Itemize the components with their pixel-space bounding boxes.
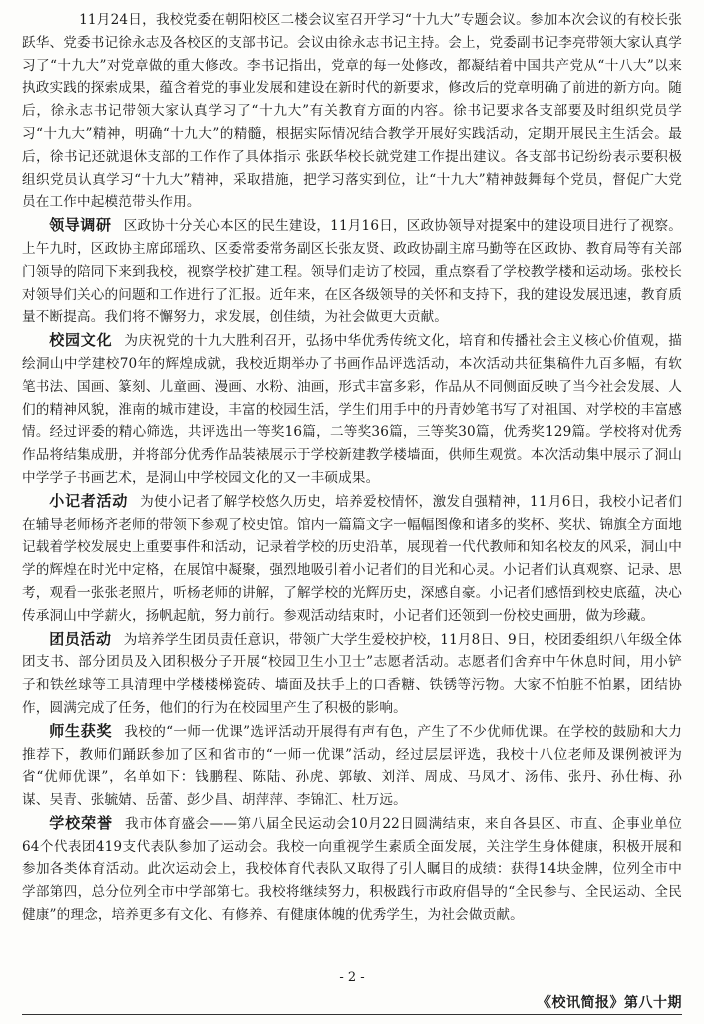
section-heading: 师生获奖 — [49, 721, 113, 740]
paragraph-campus-culture — [22, 329, 682, 490]
paragraph-party-meeting — [22, 9, 682, 214]
section-heading: 校园文化 — [49, 331, 113, 350]
paragraph-young-reporters — [22, 490, 682, 628]
paragraph-school-honors — [22, 812, 682, 927]
page-number: - 2 - — [339, 970, 365, 985]
paragraph-text: 区政协十分关心本区的民生建设，11月16日，区政协领导对提案中的建设项目进行了视察。上午九时，区政协主席邱瑶玖、区委常委常务副区长张友贤、政政协副主席马勤等在区政协、教育局等有关部门领导的陪同下来到我校，视察学校扩建工程。领导们走访了校园，重点察看了学校教学楼和运动场。张校长对领导们关心的问题和工作进行了汇报。近年来，在区各级领导的关怀和支持下，我的建设发展迅速，教育质量不断提高。我们将不懈努力，求发展，创佳绩，为社会做更大贡献。 — [22, 218, 682, 326]
paragraph-leader-visit — [22, 214, 682, 329]
article-body — [22, 9, 682, 927]
section-heading: 领导调研 — [49, 216, 112, 235]
paragraph-text: 我市体育盛会——第八届全民运动会10月22日圆满结束，来自各县区、市直、企事业单位64个代表团419支代表队参加了运动会。我校一向重视学生素质全面发展，关注学生身体健康，积极开展和参加各类体育活动。此次运动会上，我校体育代表队又取得了引人瞩目的成绩：获得14块金牌，位列全市中学部第四，总分位列全市中学部第七。我校将继续努力，积极践行市政府倡导的“全民参与、全民运动、全民健康”的理念，培养更多有文化、有修养、有健康体魄的优秀学生，为社会做贡献。 — [22, 815, 682, 924]
section-heading: 学校荣誉 — [49, 813, 114, 832]
paragraph-text: 为庆祝党的十九大胜利召开，弘扬中华优秀传统文化，培育和传播社会主义核心价值观，描绘洞山中学建校70年的辉煌成就，我校近期举办了书画作品评选活动，本次活动共征集稿件九百多幅，有软笔书法、国画、篆刻、儿童画、漫画、水粉、油画，形式丰富多彩，作品从不同侧面反映了当今社会发展、人们的精神风貌，淮南的城市建设，丰富的校园生活，学生们用手中的丹青妙笔书写了对祖国、对学校的丰富感情。经过评委的精心筛选，共评选出一等奖16篇，二等奖36篇，三等奖30篇，优秀奖129篇。学校将对优秀作品将结集成册，并将部分优秀作品装裱展示于学校新建教学楼墙面，供师生观赏。本次活动集中展示了洞山中学学子书画艺术，是洞山中学校园文化的又一丰硕成果。 — [22, 333, 683, 486]
paragraph-text: 为使小记者了解学校悠久历史，培养爱校情怀，激发自强精神，11月6日，我校小记者们在辅导老师杨齐老师的带领下参观了校史馆。馆内一篇篇文字一幅幅图像和诸多的奖杯、奖状、锦旗全方面地记载着学校发展史上重要事件和活动，记录着学校的历史沿革，展现着一代代教师和知名校友的风采，洞山中学的辉煌在时光中定格，在展馆中凝聚，强烈地吸引着小记者们的目光和心灵。小记者们认真观察、记录、思考，观看一张张老照片，听杨老师的讲解，了解学校的光辉历史，深感自豪。小记者们感悟到校史底蕴，决心传承洞山中学薪火，扬帆起航，努力前行。参观活动结束时，小记者们还领到一份校史画册，做为珍藏。 — [22, 493, 682, 624]
section-heading: 团员活动 — [49, 629, 112, 648]
paragraph-text: 为培养学生团员责任意识，带领广大学生爱校护校，11月8日、9日，校团委组织八年级全体团支书、部分团员及入团积极分子开展“校园卫生小卫士”志愿者活动。志愿者们舍弃中午休息时间，用小铲子和铁丝球等工具清理中学楼楼梯瓷砖、墙面及扶手上的口香糖、铁锈等污物。大家不怕脏不怕累，团结协作，圆满完成了任务，他们的行为在校园里产生了积极的影响。 — [22, 631, 682, 716]
paragraph-awards — [22, 720, 682, 812]
footer-divider — [22, 1014, 682, 1015]
section-heading: 小记者活动 — [49, 491, 129, 510]
paragraph-text: 11月24日，我校党委在朝阳校区二楼会议室召开学习“十九大”专题会议。参加本次会议的有校长张跃华、党委书记徐永志及各校区的支部书记。会议由徐永志书记主持。会上，党委副书记李亮带领大家认真学习了“十九大”对党章做的重大修改。李书记指出，党章的每一处修改，都凝结着中国共产党从“十八大”以来执政实践的探索成果，蕴含着党的事业发展和建设在新时代的新要求，修改后的党章明确了前进的新方向。随后，徐永志书记带领大家认真学习了“十九大”有关教育方面的内容。徐书记要求各支部要及时组织党员学习“十九大”精神，明确“十九大”的精髓，根据实际情况结合教学开展好实践活动，定期开展民主生活会。最后，徐书记还就退休支部的工作作了具体指示 张跃华校长就党建工作提出建议。各支部书记纷纷表示要积极组织党员认真学习“十九大”精神，采取措施，把学习落实到位，让“十九大”精神鼓舞每个党员，督促广大党员在工作中起模范带头作用。 — [22, 12, 682, 211]
paragraph-league-activity — [22, 628, 682, 720]
paragraph-text: 我校的“一师一优课”选评活动开展得有声有色，产生了不少优师优课。在学校的鼓励和大力推荐下，教师们踊跃参加了区和省市的“一师一优课”活动，经过层层评选，我校十八位老师及课例被评为省“优师优课”，名单如下：钱鹏程、陈陆、孙虎、郭敏、刘洋、周成、马凤才、汤伟、张丹、孙仕梅、孙谋、吴青、张毓婧、岳蕾、彭少昌、胡萍萍、李锦汇、杜万远。 — [22, 723, 683, 809]
newsletter-title: 《校讯简报》第八十期 — [537, 995, 682, 1011]
